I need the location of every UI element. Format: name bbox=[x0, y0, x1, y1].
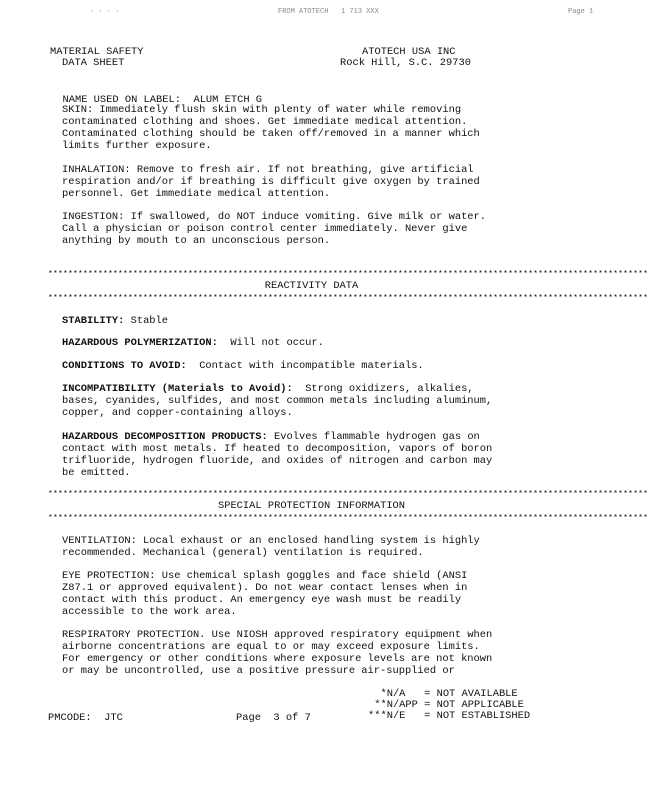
legend-not-available: *N/A = NOT AVAILABLE bbox=[368, 688, 518, 700]
company-location: Rock Hill, S.C. 29730 bbox=[340, 57, 471, 69]
legend-not-established: ***N/E = NOT ESTABLISHED bbox=[368, 710, 531, 722]
star-divider: ************************************************************************************************************************ bbox=[48, 514, 648, 523]
msds-title-line2: DATA SHEET bbox=[62, 57, 125, 69]
company-name: ATOTECH USA INC bbox=[362, 46, 456, 58]
fax-header-left: · · · · bbox=[90, 8, 120, 16]
ventilation-paragraph: VENTILATION: Local exhaust or an enclosed handling system is highly recommended. Mechanical (general) ventilation is required. bbox=[62, 535, 480, 559]
stability-value: Stable bbox=[124, 315, 169, 327]
star-divider: ************************************************************************************************************************ bbox=[48, 270, 648, 279]
decomposition-value: Evolves flammable hydrogen gas on contact with most metals. If heated to decomposition, vapors of boron trifluoride, hydrogen fluoride, and oxides of nitrogen and carbon may be emitted. bbox=[62, 431, 493, 479]
eye-protection-paragraph: EYE PROTECTION: Use chemical splash goggles and face shield (ANSI Z87.1 or approved equivalent). Do not wear contact lenses when in contact with this product. An emergency eye wash must be readily accessible to the work area. bbox=[62, 570, 468, 618]
incompatibility-value: Strong oxidizers, alkalies, bases, cyanides, sulfides, and most common metals including aluminum, copper, and copper-containing alloys. bbox=[62, 383, 493, 419]
star-divider: ************************************************************************************************************************ bbox=[48, 294, 648, 303]
polymerization-row bbox=[62, 337, 562, 349]
conditions-value: Contact with incompatible materials. bbox=[186, 360, 424, 372]
stability-row bbox=[62, 315, 562, 327]
stability-label: STABILITY: bbox=[62, 315, 125, 327]
fax-header-center: FROM ATOTECH 1 713 XXX bbox=[278, 8, 379, 16]
section-title-reactivity: REACTIVITY DATA bbox=[264, 280, 359, 292]
footer-page-number: Page 3 of 7 bbox=[236, 712, 311, 724]
label-name-label: NAME USED ON LABEL: bbox=[62, 94, 181, 106]
fax-header-page: Page 1 bbox=[568, 8, 594, 16]
conditions-row bbox=[62, 360, 562, 372]
respiratory-protection-paragraph: RESPIRATORY PROTECTION. Use NIOSH approved respiratory equipment when airborne concentrations are equal to or may exceed exposure limits. For emergency or other conditions where exposure levels are not known or may be uncontrolled, use a positive pressure air-supplied or bbox=[62, 629, 493, 677]
legend-not-applicable: **N/APP = NOT APPLICABLE bbox=[368, 699, 524, 711]
first-aid-inhalation: INHALATION: Remove to fresh air. If not breathing, give artificial respiration and/or if breathing is difficult give oxygen by trained personnel. Get immediate medical attention. bbox=[62, 164, 480, 200]
section-title-protection: SPECIAL PROTECTION INFORMATION bbox=[217, 500, 406, 512]
msds-title-line1: MATERIAL SAFETY bbox=[50, 46, 144, 58]
label-name-row bbox=[50, 82, 262, 106]
decomposition-label: HAZARDOUS DECOMPOSITION PRODUCTS: bbox=[62, 431, 268, 443]
polymerization-value: Will not occur. bbox=[217, 337, 324, 349]
label-name-value: ALUM ETCH G bbox=[193, 94, 263, 106]
footer-pmcode: PMCODE: JTC bbox=[48, 712, 123, 724]
polymerization-label: HAZARDOUS POLYMERIZATION: bbox=[62, 337, 218, 349]
conditions-label: CONDITIONS TO AVOID: bbox=[62, 360, 187, 372]
decomposition-row bbox=[62, 431, 562, 479]
first-aid-ingestion: INGESTION: If swallowed, do NOT induce vomiting. Give milk or water. Call a physician or poison control center immediately. Never give anything by mouth to an unconscious person. bbox=[62, 211, 487, 247]
star-divider: ************************************************************************************************************************ bbox=[48, 490, 648, 499]
first-aid-skin: SKIN: Immediately flush skin with plenty of water while removing contaminated clothing and shoes. Get immediate medical attention. Contaminated clothing should be taken off/removed in a manner which limits further exposure. bbox=[62, 104, 480, 152]
incompatibility-label: INCOMPATIBILITY (Materials to Avoid): bbox=[62, 383, 293, 395]
incompatibility-row bbox=[62, 383, 562, 419]
